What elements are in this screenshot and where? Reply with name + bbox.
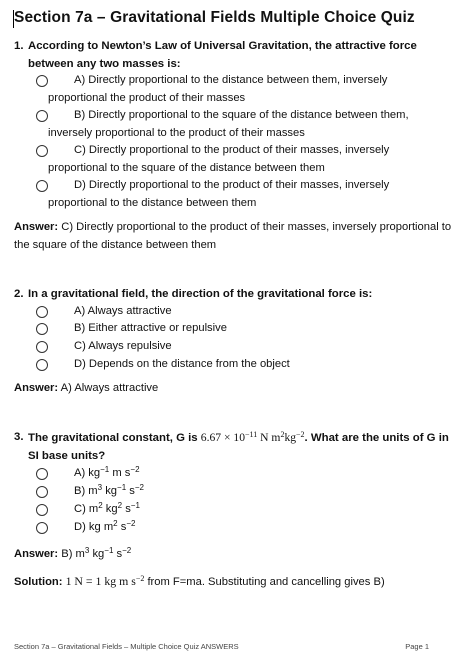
- footer-page-number: Page 1: [405, 642, 429, 651]
- radio-button[interactable]: [36, 75, 48, 87]
- question-text: The gravitational constant, G is $6.67 \times 10^{-11}$ N $m^2kg^{-2}$. What are the units of G in SI base units?: [28, 430, 449, 462]
- radio-button[interactable]: [36, 306, 48, 318]
- radio-button[interactable]: [36, 323, 48, 335]
- radio-button[interactable]: [36, 359, 48, 371]
- radio-button[interactable]: [36, 468, 48, 480]
- radio-button[interactable]: [36, 504, 48, 516]
- question-3: [14, 429, 454, 465]
- radio-button[interactable]: [36, 486, 48, 498]
- option-1a[interactable]: A) Directly proportional to the distance between them, inversely proportional the product of their masses: [36, 72, 456, 107]
- question-2: [14, 286, 454, 304]
- answer-1: Answer: C) Directly proportional to the product of their masses, inversely proportional to the square of the distance between them: [14, 221, 452, 251]
- solution-3: Solution: 1 N = 1 kg m $s^{-2}$ from F=ma. Substituting and cancelling gives B): [14, 574, 385, 588]
- option-1c[interactable]: C) Directly proportional to the product of their masses, inversely proportional to the square of the distance between them: [36, 142, 456, 177]
- answer-3: Answer: B) $m^3$ $kg^{-1}$ $s^{-2}$: [14, 546, 132, 560]
- radio-button[interactable]: [36, 145, 48, 157]
- option-1b[interactable]: B) Directly proportional to the square of the distance between them, inversely proportional to the product of their masses: [36, 107, 456, 142]
- option-3b[interactable]: B) $m^3$ $kg^{-1}$ $s^{-2}$: [36, 483, 456, 501]
- question-1: [14, 38, 454, 73]
- page-title: Section 7a – Gravitational Fields Multiple Choice Quiz: [14, 9, 415, 26]
- radio-button[interactable]: [36, 341, 48, 353]
- option-2b[interactable]: B) Either attractive or repulsive: [36, 320, 456, 338]
- question-number: 3.: [14, 431, 24, 443]
- radio-button[interactable]: [36, 110, 48, 122]
- question-text: In a gravitational field, the direction of the gravitational force is:: [28, 288, 373, 300]
- option-2d[interactable]: D) Depends on the distance from the object: [36, 356, 456, 374]
- radio-button[interactable]: [36, 522, 48, 534]
- question-text: According to Newton’s Law of Universal Gravitation, the attractive force between any two masses is:: [28, 40, 417, 70]
- footer-left: Section 7a – Gravitational Fields – Multiple Choice Quiz ANSWERS: [14, 642, 239, 651]
- radio-button[interactable]: [36, 180, 48, 192]
- option-2a[interactable]: A) Always attractive: [36, 303, 456, 321]
- option-3a[interactable]: A) $kg^{-1}$ m $s^{-2}$: [36, 465, 456, 483]
- option-3c[interactable]: C) $m^2$ $kg^2$ $s^{-1}$: [36, 501, 456, 519]
- question-number: 1.: [14, 40, 24, 52]
- question-number: 2.: [14, 288, 24, 300]
- answer-2: Answer: A) Always attractive: [14, 382, 159, 394]
- option-1d[interactable]: D) Directly proportional to the product of their masses, inversely proportional to the distance between them: [36, 177, 456, 212]
- option-2c[interactable]: C) Always repulsive: [36, 338, 456, 356]
- option-3d[interactable]: D) kg $m^2$ $s^{-2}$: [36, 519, 456, 537]
